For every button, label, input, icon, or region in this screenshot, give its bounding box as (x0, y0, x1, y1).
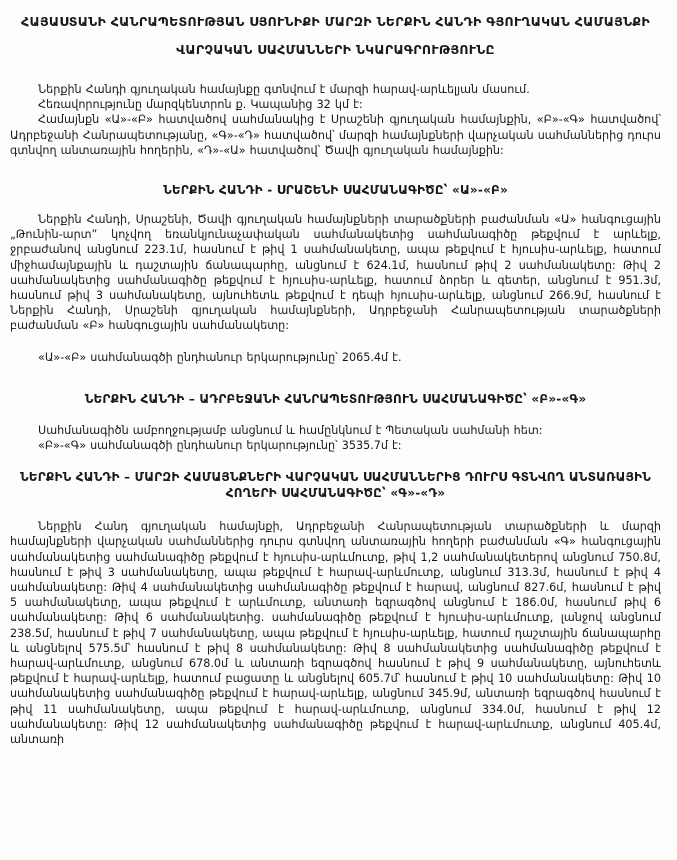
doc-title-line-2: ՎԱՐՉԱԿԱՆ ՍԱՀՄԱՆՆԵՐԻ ՆԿԱՐԱԳՐՈՒԹՅՈՒՆԸ (176, 42, 495, 57)
section-1-length-line: «Ա»-«Բ» սահմանագծի ընդհանուր երկարությունը՝ 2065.4մ է. (38, 350, 402, 364)
section-2-paragraph-1: Սահմանագիծն ամբողջությամբ անցնում և համընկնում է Պետական սահմանի հետ: (38, 423, 543, 437)
intro-block (10, 82, 661, 158)
intro-paragraph-1: Ներքին Հանդի գյուղական համայնքը գտնվում է մարզի հարավ-արևելյան մասում. (38, 83, 530, 96)
section-1-heading: ՆԵՐՔԻՆ ՀԱՆԴԻ - ՍՐԱՇԵՆԻ ՍԱՀՄԱՆԱԳԻԾԸ՝ «Ա»-«Բ» (163, 183, 508, 198)
section-3-heading: ՆԵՐՔԻՆ ՀԱՆԴԻ – ՄԱՐԶԻ ՀԱՄԱՅՆՔՆԵՐԻ ՎԱՐՉԱԿԱՆ ՍԱՀՄԱՆՆԵՐԻՑ ԴՈՒՐՍ ԳՏՆՎՈՂ ԱՆՏԱՌԱՅԻՆ ՀՈՂԵՐԻ ՍԱՀՄԱՆԱԳԻԾԸ՝ «Գ»-«Դ» (19, 470, 652, 501)
doc-title-line-1: ՀԱՅԱՍՏԱՆԻ ՀԱՆՐԱՊԵՏՈՒԹՅԱՆ ՍՅՈՒՆԻՔԻ ՄԱՐԶԻ ՆԵՐՔԻՆ ՀԱՆԴԻ ԳՅՈՒՂԱԿԱՆ ՀԱՄԱՅՆՔԻ (21, 14, 650, 29)
intro-paragraph-3: Համայնքն «Ա»-«Բ» հատվածով սահմանակից է Սրաշենի գյուղական համայնքին, «Բ»-«Գ» հատվածով՝ Ադրբեջանի Հանրապետությանը, «Գ»-«Դ» հատվածով՝ մարզի համայնքների վարչական սահմաններից դուրս գտնվող անտառային հողերին, «Դ»-«Ա» հատվածով՝ Ծավի գյուղական համայնքին: (10, 113, 661, 157)
section-2-paragraph-2: «Բ»-«Գ» սահմանագծի ընդհանուր երկարությունը՝ 3535.7մ է: (38, 439, 402, 453)
section-2-heading: ՆԵՐՔԻՆ ՀԱՆԴԻ – ԱԴՐԲԵՋԱՆԻ ՀԱՆՐԱՊԵՏՈՒԹՅՈՒՆ ՍԱՀՄԱՆԱԳԻԾԸ՝ «Բ»-«Գ» (84, 391, 587, 406)
section-1-body: Ներքին Հանդի, Սրաշենի, Ծավի գյուղական համայնքների տարածքների բաժանման «Ա» հանգուցային „Թունին-արտ” կոչվող եռանկյունաչափական սահմանակետից սահմանագիծը թեքվում է արևելք, ջրբաժանով անցնում 223.1մ, հասնում է թիվ 1 սահմանակետը, ապա թեքվում է հյուսիս-արևելք, հատում միջհամայնքային և դաշտային ճանապարհը, անցնում է 624.1մ, հասնում թիվ 2 սահմանակետը: Թիվ 2 սահմանակետից սահմանագիծը թեքվում է հյուսիս-արևելք, հատում ձորեր և գետեր, անցնում է 951.3մ, հասնում թիվ 3 սահմանակետը, այնուհետև թեքվում է դեպի հյուսիս-արևելք, անցնում 266.9մ, հասնում է Ներքին Հանդի, Սրաշենի գյուղական համայնքների, Ադրբեջանի Հանրապետության տարածքների բաժանման «Բ» հանգուցային սահմանակետը: (10, 213, 661, 333)
section-3-body: Ներքին Հանդ գյուղական համայնքի, Ադրբեջանի Հանրապետության տարածքների և մարզի համայնքների վարչական սահմաններից դուրս գտնվող անտառային հողերի բաժանման «Գ» հանգուցային սահմանակետից սահմանագիծը թեքվում է հյուսիս-արևմուտք, թիվ 1,2 սահմանակետերով անցնում 750.8մ, հասնում է թիվ 3 սահմանակետը, ապա թեքվում է հարավ-արևմուտք, անցնում 313.3մ, հասնում է թիվ 4 սահմանակետը: Թիվ 4 սահմանակետից սահմանագիծը թեքվում է հարավ, անցնում 827.6մ, հասնում է թիվ 5 սահմանակետը, ապա թեքվում է արևմուտք, անտառի եզրագծով անցնում է 186.0մ, հասնում թիվ 6 սահմանակետը: Թիվ 6 սահմանակետից. սահմանագիծը թեքվում է հյուսիս-արևմուտք, լանջով անցնում 238.5մ, հասնում է թիվ 7 սահմանակետը, ապա թեքվում է հյուսիս-արևելք, հատում դաշտային ճանապարհը և անցնելով 575.5մ՝ հասնում է թիվ 8 սահմանակետը: Թիվ 8 սահմանակետից սահմանագիծը թեքվում է հարավ-արևմուտք, անցնում 678.0մ և անտառի եզրագծով հասնում է թիվ 9 սահմանակետը, այնուհետև թեքվում է հարավ-արևելք, հատում բացատը և անցնելով 605.7մ՝ հասնում է թիվ 10 սահմանակետը: Թիվ 10 սահմանակետից սահմանագիծը թեքվում է հարավ-արևելք, անցնում 345.9մ, անտառի եզրագծով հասնում է թիվ 11 սահմանակետը, ապա թեքվում է հարավ-արևմուտք, անցնում 334.0մ, հասնում է թիվ 12 սահմանակետը: Թիվ 12 սահմանակետից սահմանագիծը թեքվում է հարավ-արևմուտք, անցնում 405.4մ, անտառի (10, 520, 661, 747)
intro-paragraph-2: Հեռավորությունը մարզկենտրոն ք. Կապանից 32 կմ է: (38, 98, 363, 112)
